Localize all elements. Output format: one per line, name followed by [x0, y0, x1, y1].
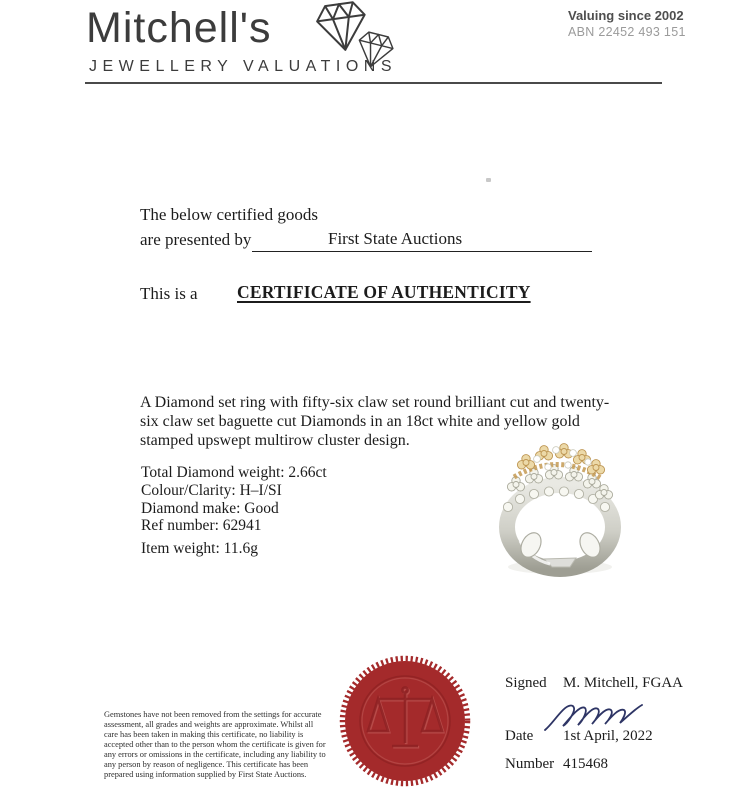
brand-subtitle: JEWELLERY VALUATIONS [89, 58, 397, 75]
tagline: Valuing since 2002 [568, 8, 684, 23]
detail-ref-number: Ref number: 62941 [141, 517, 262, 535]
number-value: 415468 [563, 756, 608, 772]
item-description: A Diamond set ring with fifty-six claw set round brilliant cut and twenty-six claw set baguette cut Diamonds in an 18ct white and yellow gold stamped upswept multirow cluster design. [140, 394, 610, 449]
detail-diamond-make: Diamond make: Good [141, 499, 279, 517]
signed-label: Signed [505, 675, 547, 691]
diamonds-icon [302, 0, 402, 78]
abn-number: ABN 22452 493 151 [568, 25, 686, 39]
presented-goods-line1: The below certified goods [140, 205, 318, 224]
item-weight: Item weight: 11.6g [141, 540, 258, 557]
item-details [141, 464, 327, 535]
signed-value: M. Mitchell, FGAA [563, 675, 683, 691]
brand-name: Mitchell's [86, 4, 272, 52]
detail-total-weight: Total Diamond weight: 2.66ct [141, 464, 327, 481]
ring-photo [474, 441, 646, 579]
scan-smudge [486, 178, 491, 182]
red-seal [335, 650, 475, 792]
date-label: Date [505, 728, 534, 744]
presenter-name: First State Auctions [252, 229, 592, 252]
header-divider [85, 82, 662, 84]
disclaimer-text: Gemstones have not been removed from the settings for accurate assessment, all grades and weights are approximate. Whilst all care has been taken in making this certificate, no liability is accepted other than to the person whom the certificate is given for any errors or omissions in the certificate, including any liability to any person by reason of negligence. This certificate has been prepared using information supplied by First State Auctions. [104, 710, 326, 780]
detail-colour-clarity: Colour/Clarity: H–I/SI [141, 481, 282, 499]
title-prefix: This is a [140, 284, 198, 303]
certificate-title: CERTIFICATE OF AUTHENTICITY [237, 282, 531, 302]
presented-goods-line2: are presented by [140, 230, 252, 249]
number-label: Number [505, 756, 555, 772]
date-value: 1st April, 2022 [563, 728, 653, 744]
